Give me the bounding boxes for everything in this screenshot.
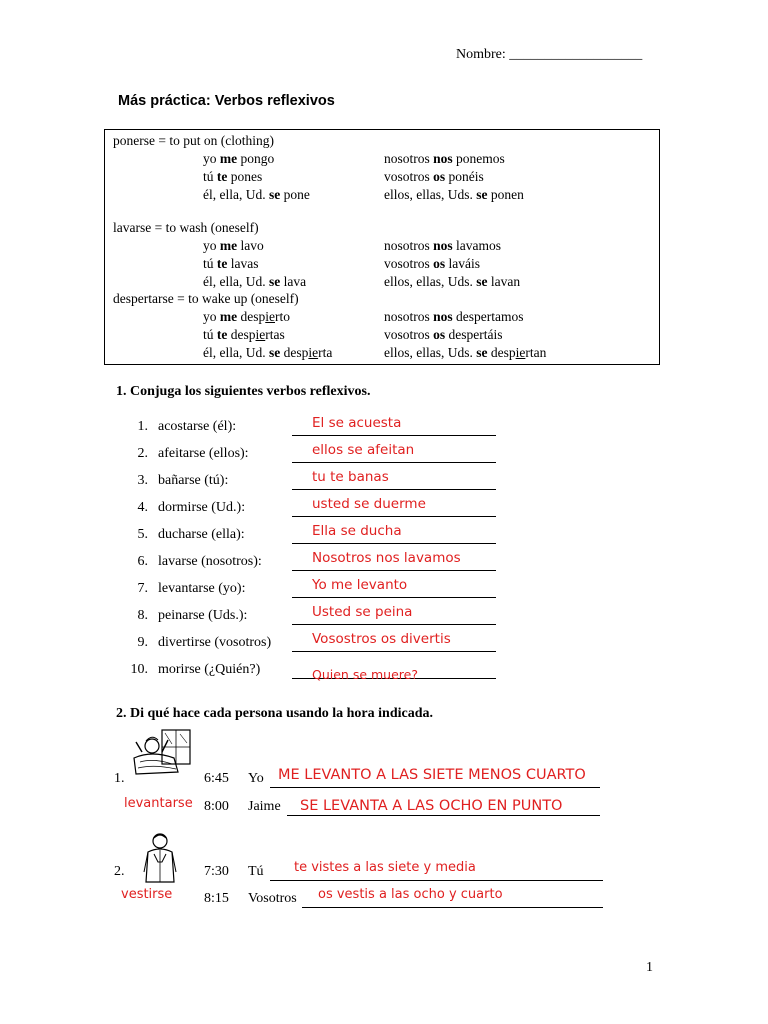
verb-stem: desp: [280, 345, 309, 360]
verb-ending: rto: [275, 309, 290, 324]
verb-stem: lavo: [237, 238, 264, 253]
subject: nosotros: [384, 309, 434, 324]
item-number: 10.: [130, 662, 148, 677]
verb-stem: lavamos: [452, 238, 502, 253]
verb-stem: lavan: [487, 274, 521, 289]
verb-stem: laváis: [445, 256, 481, 271]
plural-form: [384, 169, 484, 185]
item-number: 8.: [137, 608, 148, 623]
verb-ending: rtan: [525, 345, 547, 360]
verb-note: vestirse: [121, 887, 173, 902]
reflexive-pronoun: os: [433, 169, 446, 184]
item-number: 2.: [137, 446, 148, 461]
handwritten-answer: tu te banas: [312, 469, 389, 485]
item-prompt: dormirse (Ud.):: [158, 500, 246, 515]
subject: nosotros: [384, 238, 434, 253]
answer-line: [292, 435, 496, 436]
answer-line: [292, 516, 496, 517]
singular-form: [203, 274, 306, 290]
item-prompt: ducharse (ella):: [158, 527, 245, 542]
item-number: 4.: [137, 500, 148, 515]
answer-line: [292, 462, 496, 463]
section1-heading: 1. Conjuga los siguientes verbos reflexivos.: [116, 384, 371, 399]
handwritten-answer: Nosotros nos lavamos: [312, 550, 461, 566]
plural-form: [384, 238, 501, 254]
plural-form: [384, 327, 503, 343]
subject: ellos, ellas, Uds.: [384, 187, 477, 202]
handwritten-answer: Vosostros os divertis: [312, 631, 451, 647]
time: 6:45: [204, 771, 229, 786]
subject: vosotros: [384, 169, 434, 184]
handwritten-answer: Yo me levanto: [312, 577, 408, 593]
subject: vosotros: [384, 256, 434, 271]
reflexive-pronoun: se: [476, 187, 488, 202]
item-prompt: divertirse (vosotros): [158, 635, 272, 650]
subject: Jaime: [248, 799, 281, 814]
group-number: 2.: [114, 864, 125, 879]
reflexive-pronoun: se: [476, 345, 488, 360]
item-number: 3.: [137, 473, 148, 488]
answer-line: [270, 787, 600, 788]
subject: nosotros: [384, 151, 434, 166]
verb-stem: desp: [237, 309, 266, 324]
group-number: 1.: [114, 771, 125, 786]
page-title: Más práctica: Verbos reflexivos: [118, 93, 335, 109]
singular-form: [203, 169, 262, 185]
item-prompt: morirse (¿Quién?): [158, 662, 261, 677]
page-number: 1: [646, 960, 653, 975]
plural-form: [384, 151, 505, 167]
dressing-illustration: [140, 832, 180, 884]
reflexive-pronoun: me: [219, 309, 238, 324]
reflexive-pronoun: nos: [433, 309, 453, 324]
singular-form: [203, 187, 310, 203]
verb-stem: pone: [280, 187, 310, 202]
verb-infinitive: ponerse = to put on (clothing): [113, 133, 274, 148]
reflexive-pronoun: te: [216, 256, 228, 271]
verb-stem: pongo: [237, 151, 275, 166]
handwritten-answer: os vestis a las ocho y cuarto: [318, 887, 503, 902]
reflexive-pronoun: nos: [433, 151, 453, 166]
handwritten-answer: ME LEVANTO A LAS SIETE MENOS CUARTO: [278, 767, 586, 783]
answer-line: [270, 880, 603, 881]
reflexive-pronoun: se: [268, 187, 281, 202]
subject: Yo: [248, 771, 264, 786]
verb-stem: despertamos: [452, 309, 524, 324]
plural-form: [384, 256, 480, 272]
time: 7:30: [204, 864, 229, 879]
answer-line: [302, 907, 603, 908]
reflexive-pronoun: se: [268, 274, 281, 289]
stem-change: ie: [265, 309, 275, 324]
handwritten-answer: te vistes a las siete y media: [294, 860, 476, 875]
answer-line: [292, 570, 496, 571]
verb-stem: desp: [487, 345, 516, 360]
plural-form: [384, 345, 546, 361]
answer-line: [292, 624, 496, 625]
subject: yo: [203, 238, 220, 253]
verb-stem: lava: [280, 274, 307, 289]
item-number: 5.: [137, 527, 148, 542]
item-prompt: acostarse (él):: [158, 419, 237, 434]
verb-infinitive: despertarse = to wake up (oneself): [113, 291, 299, 306]
answer-line: [287, 815, 600, 816]
subject: vosotros: [384, 327, 434, 342]
item-prompt: bañarse (tú):: [158, 473, 229, 488]
handwritten-answer: usted se duerme: [312, 496, 426, 512]
reflexive-pronoun: te: [216, 169, 228, 184]
stem-change: ie: [308, 345, 319, 360]
reflexive-pronoun: os: [433, 327, 446, 342]
verb-stem: ponemos: [452, 151, 505, 166]
handwritten-answer: ellos se afeitan: [312, 442, 415, 458]
handwritten-answer: Quien se muere?: [312, 667, 418, 682]
time: 8:00: [204, 799, 229, 814]
time: 8:15: [204, 891, 229, 906]
singular-form: [203, 327, 285, 343]
verb-stem: despertáis: [445, 327, 503, 342]
singular-form: [203, 309, 290, 325]
subject: tú: [203, 169, 217, 184]
item-prompt: afeitarse (ellos):: [158, 446, 249, 461]
singular-form: [203, 151, 274, 167]
reflexive-pronoun: se: [476, 274, 488, 289]
answer-line: [292, 651, 496, 652]
item-number: 7.: [137, 581, 148, 596]
plural-form: [384, 187, 524, 203]
subject: Vosotros: [248, 891, 297, 906]
verb-ending: rta: [318, 345, 333, 360]
name-label: Nombre:: [456, 47, 506, 62]
verb-infinitive: lavarse = to wash (oneself): [113, 220, 259, 235]
reflexive-pronoun: os: [433, 256, 446, 271]
item-prompt: peinarse (Uds.):: [158, 608, 248, 623]
subject: él, ella, Ud.: [203, 274, 269, 289]
conjugation-table: [104, 129, 660, 365]
singular-form: [203, 238, 264, 254]
item-prompt: levantarse (yo):: [158, 581, 246, 596]
subject: ellos, ellas, Uds.: [384, 345, 477, 360]
singular-form: [203, 256, 259, 272]
subject: tú: [203, 256, 217, 271]
plural-form: [384, 274, 520, 290]
reflexive-pronoun: nos: [433, 238, 453, 253]
verb-ending: rtas: [265, 327, 285, 342]
subject: él, ella, Ud.: [203, 345, 269, 360]
stem-change: ie: [515, 345, 526, 360]
plural-form: [384, 309, 524, 325]
answer-line: [292, 597, 496, 598]
item-number: 1.: [137, 419, 148, 434]
section2-heading: 2. Di qué hace cada persona usando la hora indicada.: [116, 706, 433, 721]
item-prompt: lavarse (nosotros):: [158, 554, 262, 569]
item-number: 9.: [137, 635, 148, 650]
verb-stem: lavas: [227, 256, 259, 271]
subject: Tú: [248, 864, 264, 879]
subject: yo: [203, 309, 220, 324]
verb-note: levantarse: [124, 796, 193, 811]
subject: él, ella, Ud.: [203, 187, 269, 202]
subject: yo: [203, 151, 220, 166]
handwritten-answer: El se acuesta: [312, 415, 402, 431]
item-number: 6.: [137, 554, 148, 569]
handwritten-answer: Ella se ducha: [312, 523, 402, 539]
waking-up-illustration: [132, 728, 194, 780]
verb-stem: desp: [227, 327, 256, 342]
verb-stem: ponéis: [445, 169, 484, 184]
name-blank: ___________________: [509, 47, 643, 62]
answer-line: [292, 543, 496, 544]
singular-form: [203, 345, 332, 361]
handwritten-answer: SE LEVANTA A LAS OCHO EN PUNTO: [300, 798, 563, 814]
name-field: [456, 47, 642, 63]
reflexive-pronoun: se: [268, 345, 281, 360]
stem-change: ie: [255, 327, 266, 342]
subject: ellos, ellas, Uds.: [384, 274, 477, 289]
handwritten-answer: Usted se peina: [312, 604, 413, 620]
verb-stem: pones: [227, 169, 263, 184]
subject: tú: [203, 327, 217, 342]
answer-line: [292, 489, 496, 490]
reflexive-pronoun: me: [219, 151, 238, 166]
verb-stem: ponen: [487, 187, 524, 202]
reflexive-pronoun: te: [216, 327, 228, 342]
reflexive-pronoun: me: [219, 238, 238, 253]
